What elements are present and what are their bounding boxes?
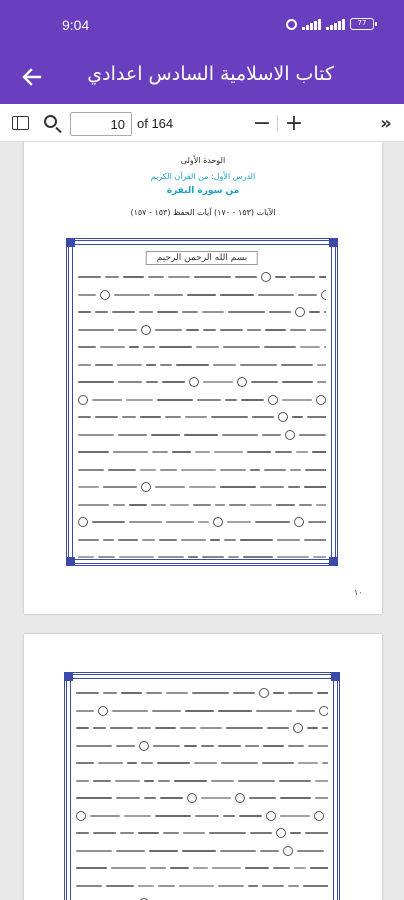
- quran-text-frame: [66, 238, 338, 566]
- scanned-text-line: [78, 357, 326, 373]
- status-time: 9:04: [62, 17, 90, 33]
- app-bar: [0, 50, 404, 104]
- scanned-text-line: [76, 790, 328, 806]
- scanned-text-line: [78, 514, 326, 530]
- scanned-text-line: [76, 860, 328, 876]
- scanned-text-line: [78, 287, 326, 303]
- quran-text-frame: [64, 672, 340, 900]
- scanned-text-line: [78, 444, 326, 460]
- zoom-out-button[interactable]: −: [252, 110, 272, 136]
- scanned-text-line: [76, 878, 328, 894]
- scanned-text-line: [76, 755, 328, 771]
- scanned-text-line: [76, 738, 328, 754]
- scanned-text-line: [78, 339, 326, 355]
- scanned-text-line: [78, 374, 326, 390]
- lesson-heading: الدرس الأول: من القرآن الكريم: [150, 172, 256, 181]
- status-bar: [0, 0, 404, 50]
- zoom-divider: [277, 115, 278, 131]
- scanned-text-line: [76, 773, 328, 789]
- signal-icon: [302, 19, 321, 30]
- scanned-text-line: [78, 392, 326, 408]
- pdf-toolbar: [0, 104, 404, 142]
- scanned-text-line: [78, 532, 326, 548]
- pdf-page: [24, 142, 382, 614]
- alarm-icon: [286, 19, 297, 30]
- page-total-label: of 164: [137, 116, 174, 131]
- surah-heading: من سورة البقرة: [166, 186, 240, 196]
- scanned-text-line: [76, 843, 328, 859]
- signal-icon-2: [326, 19, 345, 30]
- scanned-text-line: [78, 549, 326, 565]
- scanned-text-line: [78, 479, 326, 495]
- scanned-text-line: [78, 269, 326, 285]
- page-number: ١٠: [354, 588, 363, 597]
- scanned-text-line: [78, 322, 326, 338]
- scanned-text-line: [76, 685, 328, 701]
- scanned-text-line: [76, 720, 328, 736]
- document-viewer[interactable]: [0, 142, 404, 900]
- scanned-text-line: [78, 304, 326, 320]
- zoom-in-button[interactable]: +: [284, 110, 304, 136]
- back-button[interactable]: [16, 62, 48, 92]
- page-number-input[interactable]: [70, 112, 132, 136]
- basmala: بسم الله الرحمن الرحيم: [146, 251, 258, 265]
- pdf-page: [24, 634, 382, 900]
- ayat-range: الآيات (١٥٣ - ١٧٠) آيات الحفظ (١٥٣ - ١٥٧): [130, 208, 276, 217]
- scanned-text-line: [76, 825, 328, 841]
- scanned-text-line: [78, 427, 326, 443]
- unit-heading: الوحدة الأولى: [180, 156, 226, 165]
- app-title: كتاب الاسلامية السادس اعدادي: [87, 63, 334, 85]
- battery-icon: 77: [350, 18, 374, 30]
- scanned-text-line: [76, 808, 328, 824]
- scanned-text-line: [78, 409, 326, 425]
- sidebar-toggle-icon[interactable]: [9, 111, 31, 135]
- scanned-text-line: [76, 895, 328, 900]
- scanned-text-line: [76, 703, 328, 719]
- more-tools-button[interactable]: »: [380, 112, 392, 134]
- scanned-text-line: [78, 497, 326, 513]
- status-icons: [286, 18, 374, 30]
- search-icon[interactable]: [40, 111, 64, 135]
- scanned-text-line: [78, 462, 326, 478]
- arrow-back-icon: [22, 67, 42, 87]
